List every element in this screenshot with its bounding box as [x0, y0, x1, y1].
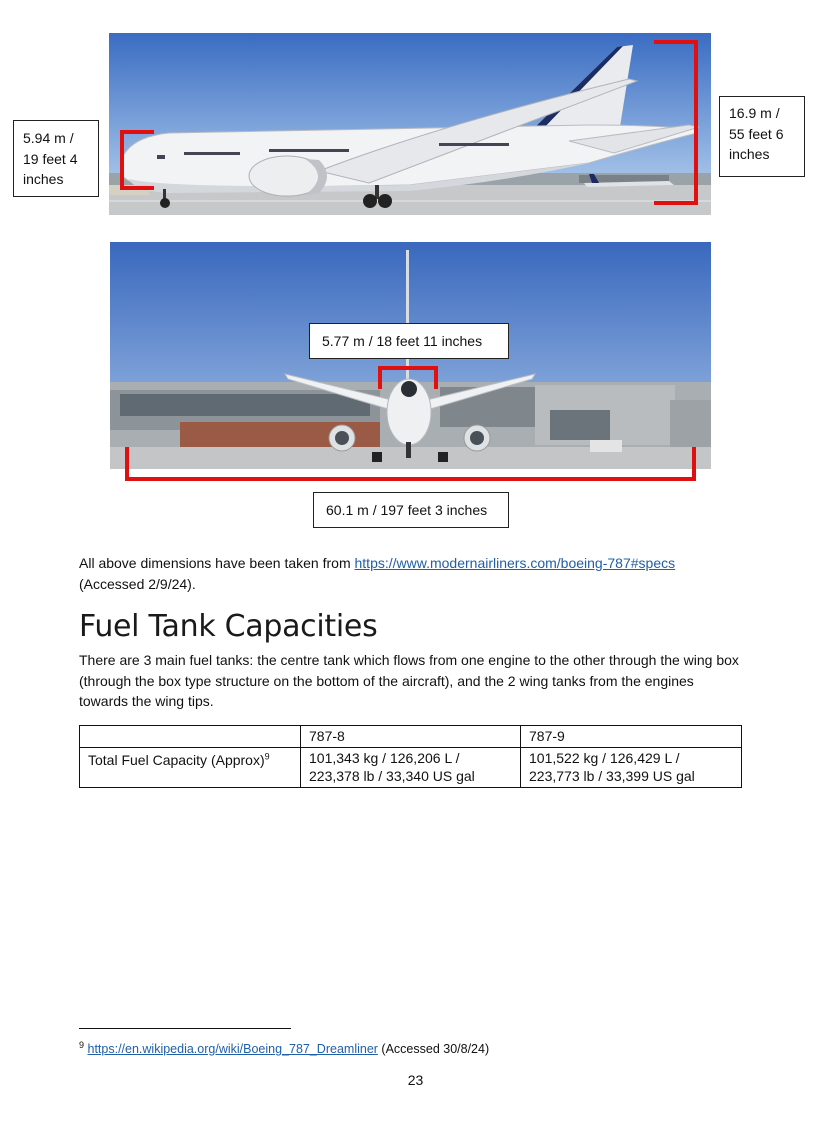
cell-line: 223,378 lb / 33,340 US gal	[309, 768, 475, 784]
callout-line: 55 feet 6	[729, 125, 784, 142]
footnote-link[interactable]: https://en.wikipedia.org/wiki/Boeing_787_Dreamliner	[87, 1042, 378, 1056]
callout-line: inches	[23, 171, 64, 187]
callout-line: inches	[729, 146, 770, 162]
cell-line: 101,343 kg / 126,206 L /	[309, 749, 460, 766]
tail-height-callout	[719, 96, 805, 177]
aircraft-side-view-photo	[109, 33, 711, 215]
fuselage-width-callout	[309, 323, 509, 359]
callout-text: 60.1 m / 197 feet 3 inches	[326, 502, 488, 518]
table-cell	[301, 747, 521, 787]
table-row	[80, 747, 742, 787]
fuel-capacity-table	[79, 725, 742, 788]
source-note	[79, 553, 749, 594]
cell-line: 101,522 kg / 126,429 L /	[529, 749, 680, 766]
cell-line: 223,773 lb / 33,399 US gal	[529, 768, 695, 784]
section-heading: Fuel Tank Capacities	[79, 609, 378, 644]
table-header-row	[80, 726, 742, 748]
page-number: 23	[407, 1072, 424, 1088]
footnote-number: 9	[79, 1039, 85, 1050]
callout-text: 5.77 m / 18 feet 11 inches	[322, 333, 483, 349]
footnote-divider	[79, 1028, 291, 1029]
section-intro: There are 3 main fuel tanks: the centre tank which flows from one engine to the other through the wing box (through the box type structure on the bottom of the aircraft), and the 2 wing tanks from the engines towards the wing tips.	[79, 652, 739, 709]
footnote-ref: 9	[264, 750, 270, 761]
table-header-cell: 787-9	[521, 726, 742, 748]
tail-height-bracket	[652, 39, 700, 207]
table-row-label-cell	[80, 747, 301, 787]
callout-line: 16.9 m /	[729, 105, 780, 121]
footnote-suffix: (Accessed 30/8/24)	[377, 1042, 490, 1056]
table-cell	[521, 747, 742, 787]
wingspan-bracket	[124, 445, 698, 483]
row-label: Total Fuel Capacity (Approx)	[88, 751, 265, 768]
fuselage-width-bracket	[377, 365, 439, 391]
source-note-suffix: (Accessed 2/9/24).	[79, 575, 196, 592]
nose-height-bracket	[118, 130, 158, 192]
table-header-cell	[80, 726, 301, 748]
footnote	[79, 1041, 489, 1057]
callout-line: 5.94 m /	[23, 130, 74, 146]
nose-height-callout	[13, 120, 99, 197]
callout-line: 19 feet 4	[23, 150, 78, 167]
source-note-prefix: All above dimensions have been taken from	[79, 555, 355, 571]
source-link[interactable]: https://www.modernairliners.com/boeing-787#specs	[354, 555, 676, 571]
table-header-cell: 787-8	[301, 726, 521, 748]
wingspan-callout	[313, 492, 509, 528]
